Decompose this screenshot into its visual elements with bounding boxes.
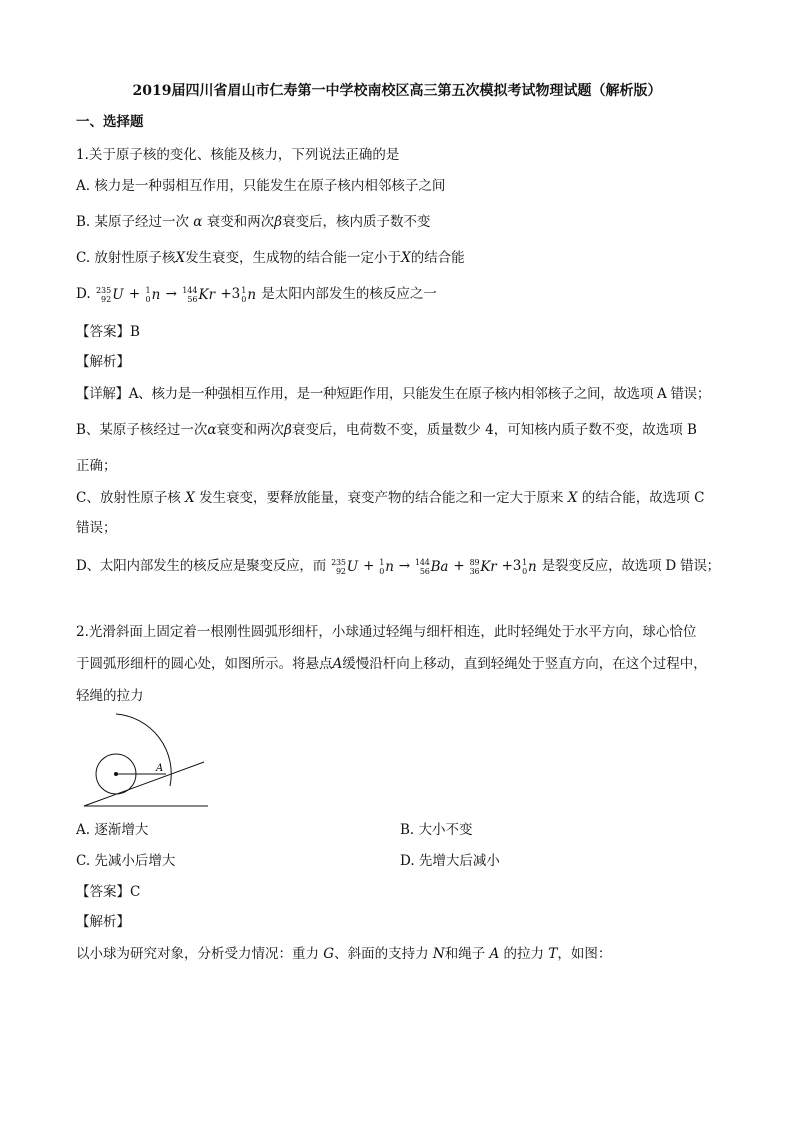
- q1-detail-a: 【详解】A、核力是一种强相互作用，是一种短距作用，只能发生在原子核内相邻核子之间，故选项 A 错误；: [76, 386, 711, 402]
- nuclide-neutron: 1 0 n: [379, 557, 394, 576]
- incline-diagram: [80, 712, 212, 808]
- point-a-label: A: [156, 763, 164, 774]
- q1-option-d: D. 235 92 U + 1 0 n → 144 56 Kr +3 1 0 n 是太阳内部发生的核反应之一: [76, 285, 437, 304]
- nuclide-neutron: 1 0 n: [522, 557, 537, 576]
- q1-detail-b-cont: 正确；: [76, 458, 117, 474]
- q2-option-a: A. 逐渐增大: [76, 822, 149, 838]
- nuclide-kr89: 89 36 Kr: [469, 557, 497, 576]
- nuclide-neutron: 1 0 n: [241, 285, 257, 304]
- incline-arc-figure: [80, 712, 212, 812]
- q2-stem-line2: 于圆弧形细杆的圆心处，如图所示。将悬点A缓慢沿杆向上移动，直到轻绳处于竖直方向，在这个过程中，: [76, 656, 707, 672]
- q1-detail-c-cont: 错误；: [76, 520, 117, 536]
- section-heading: 一、选择题: [76, 114, 144, 130]
- q2-analysis-text: 以小球为研究对象，分析受力情况：重力 G、斜面的支持力 N和绳子 A 的拉力 T，如图：: [76, 946, 612, 962]
- q2-stem-line3: 轻绳的拉力: [76, 688, 144, 704]
- q1-option-b: B. 某原子经过一次 α 衰变和两次β衰变后，核内质子数不变: [76, 214, 431, 230]
- q1-option-c: C. 放射性原子核X发生衰变，生成物的结合能一定小于X的结合能: [76, 250, 465, 266]
- nuclide-neutron: 1 0 n: [145, 285, 161, 304]
- q1-detail-b: B、某原子核经过一次α衰变和两次β衰变后，电荷数不变，质量数少 4，可知核内质子数不变，故选项 B: [76, 422, 697, 438]
- arc-rod: [116, 714, 171, 786]
- q1-stem: 1.关于原子核的变化、核能及核力，下列说法正确的是: [76, 147, 400, 163]
- incline-line: [84, 762, 204, 806]
- q2-option-c: C. 先减小后增大: [76, 853, 176, 869]
- q1-answer: 【答案】B: [76, 324, 140, 340]
- q2-answer: 【答案】C: [76, 884, 141, 900]
- q1-detail-d: D、太阳内部发生的核反应是聚变反应，而 235 92 U + 1 0 n → 144 56 Ba + 89 36 Kr +3 1 0 n 是裂变反应，故选项 D 错误；: [76, 557, 720, 576]
- q1-option-a: A. 核力是一种弱相互作用，只能发生在原子核内相邻核子之间: [76, 178, 446, 194]
- nuclide-u235: 235 92 U: [95, 285, 124, 304]
- q2-option-d: D. 先增大后减小: [400, 853, 500, 869]
- q2-analysis-label: 【解析】: [76, 914, 130, 930]
- q2-stem-line1: 2.光滑斜面上固定着一根刚性圆弧形细杆，小球通过轻绳与细杆相连，此时轻绳处于水平方向，球心恰位: [76, 624, 697, 640]
- nuclide-ba144: 144 56 Ba: [415, 557, 449, 576]
- nuclide-kr144: 144 56 Kr: [182, 285, 216, 304]
- nuclide-u235: 235 92 U: [331, 557, 358, 576]
- q1-detail-c: C、放射性原子核 X 发生衰变，要释放能量，衰变产物的结合能之和一定大于原来 X 的结合能，故选项 C: [76, 490, 705, 506]
- q2-option-b: B. 大小不变: [400, 822, 473, 838]
- q1-analysis-label: 【解析】: [76, 354, 130, 370]
- page-title: 2019届四川省眉山市仁寿第一中学校南校区高三第五次模拟考试物理试题（解析版）: [132, 83, 662, 99]
